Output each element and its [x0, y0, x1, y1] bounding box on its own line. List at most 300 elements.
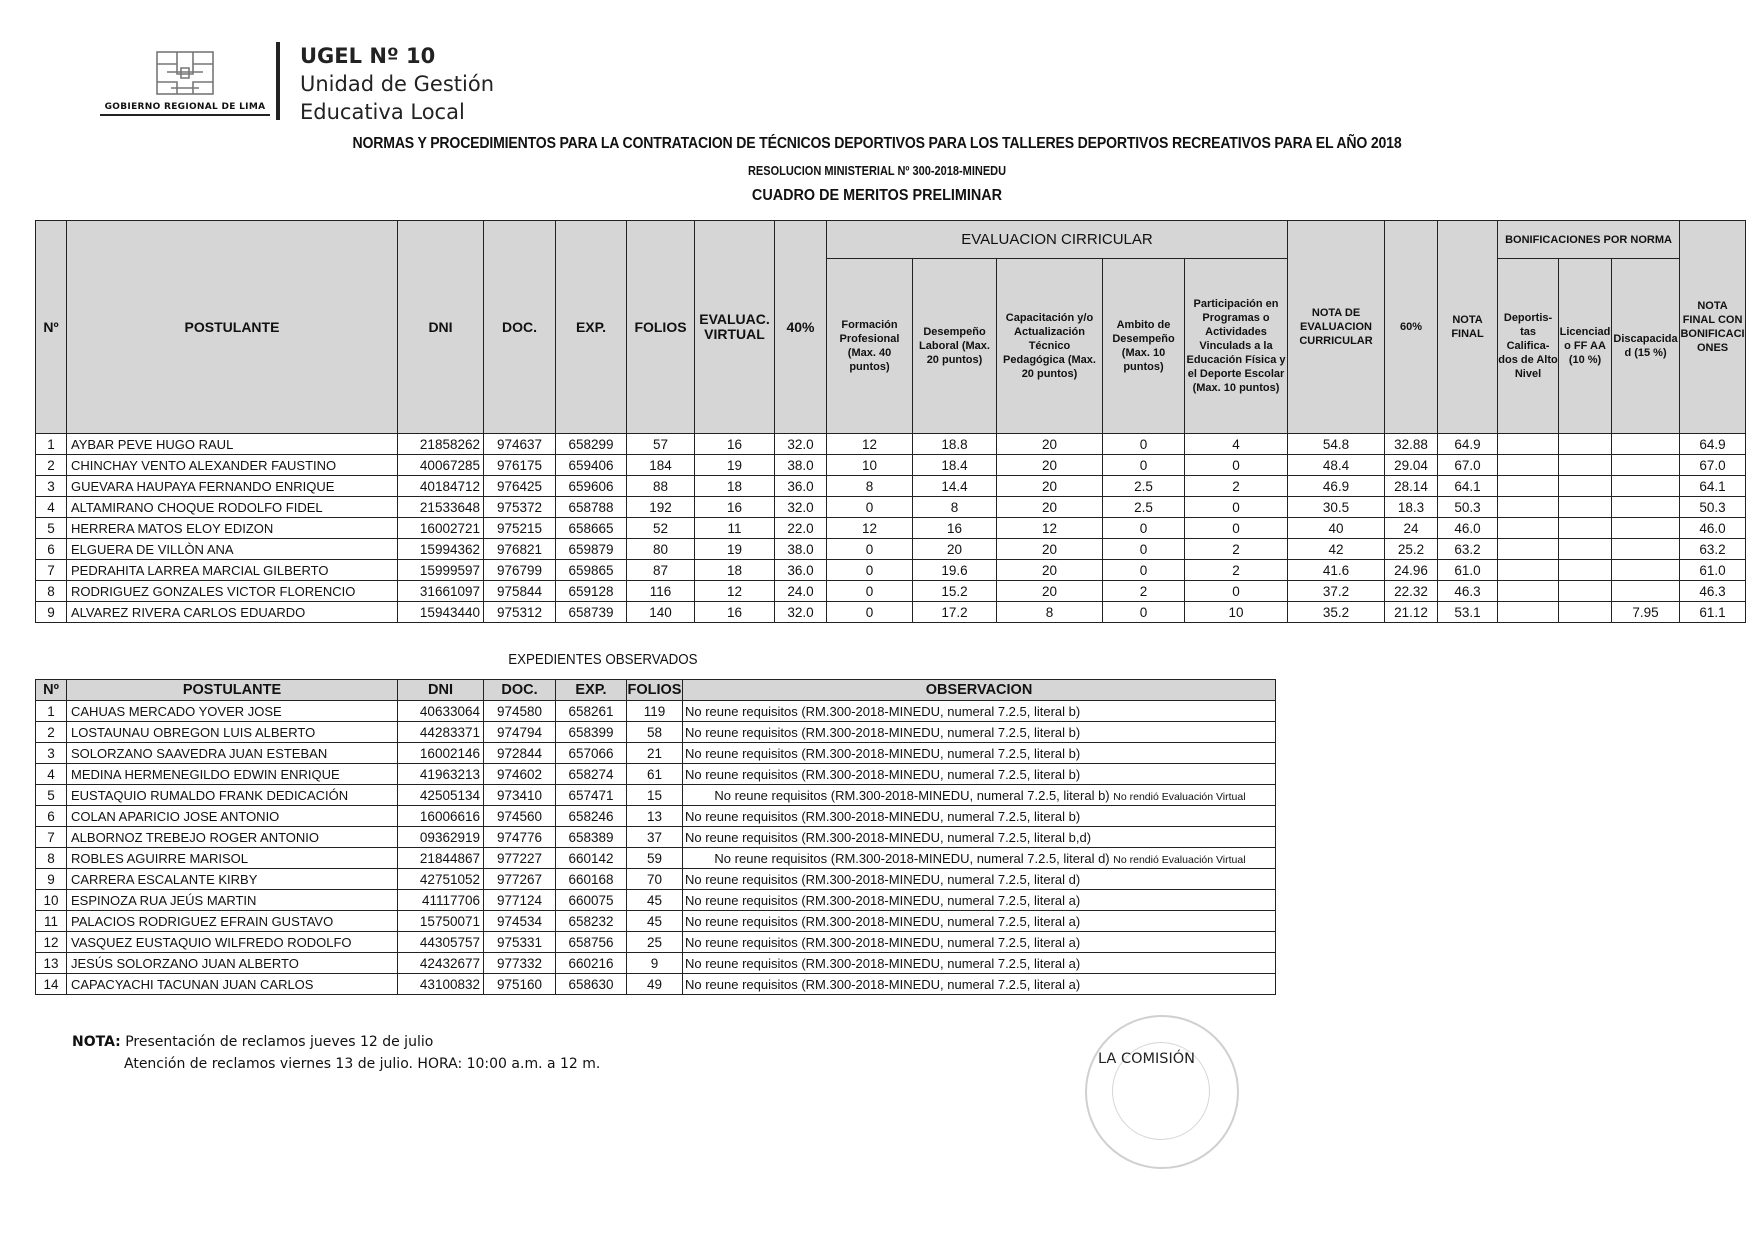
table-row [36, 785, 1276, 806]
desempeno-cell: 18.4 [913, 455, 997, 476]
observacion-text: No reune requisitos (RM.300-2018-MINEDU, numeral 7.2.5, literal a) [685, 976, 1081, 992]
observacion-cell [683, 974, 1276, 995]
dni-cell: 15943440 [398, 602, 484, 623]
score-60pct-cell: 29.04 [1385, 455, 1438, 476]
dni-cell: 15994362 [398, 539, 484, 560]
nota-final-cell: 53.1 [1438, 602, 1498, 623]
doc-cell: 973410 [484, 785, 556, 806]
evaluac-virtual-cell: 12 [695, 581, 775, 602]
col-capacitacion: Capacitación y/o Actualización Técnico Pedagógica (Max. 20 puntos) [997, 259, 1103, 434]
ambito-cell: 0 [1103, 539, 1185, 560]
obs-col-dni: DNI [398, 680, 484, 701]
nota-final-cell: 64.1 [1438, 476, 1498, 497]
row-number-cell: 1 [36, 701, 67, 722]
observacion-text: No reune requisitos (RM.300-2018-MINEDU, numeral 7.2.5, literal d) [685, 871, 1081, 887]
nota-eval-curricular-cell: 40 [1288, 518, 1385, 539]
nota-eval-curricular-cell: 54.8 [1288, 434, 1385, 455]
col-doc: DOC. [484, 221, 556, 434]
nota-final-bonif-cell: 61.1 [1680, 602, 1746, 623]
folios-cell: 80 [627, 539, 695, 560]
observacion-text: No reune requisitos (RM.300-2018-MINEDU, numeral 7.2.5, literal b) [714, 787, 1110, 803]
exp-cell: 660216 [556, 953, 627, 974]
nota-line-2: Atención de reclamos viernes 13 de julio. HORA: 10:00 a.m. a 12 m. [124, 1056, 601, 1072]
folios-cell: 9 [627, 953, 683, 974]
observacion-text: No reune requisitos (RM.300-2018-MINEDU, numeral 7.2.5, literal a) [685, 913, 1081, 929]
dni-cell: 21533648 [398, 497, 484, 518]
ambito-cell: 0 [1103, 455, 1185, 476]
row-number-cell: 6 [36, 539, 67, 560]
folios-cell: 59 [627, 848, 683, 869]
col-nota-eval-curricular: NOTA DE EVALUACION CURRICULAR [1288, 221, 1385, 434]
table-row [36, 560, 1746, 581]
formacion-cell: 12 [827, 434, 913, 455]
formacion-cell: 8 [827, 476, 913, 497]
nota-eval-curricular-cell: 37.2 [1288, 581, 1385, 602]
observacion-cell [683, 701, 1276, 722]
dni-cell: 09362919 [398, 827, 484, 848]
desempeno-cell: 8 [913, 497, 997, 518]
folios-cell: 25 [627, 932, 683, 953]
postulante-name-cell: ALVAREZ RIVERA CARLOS EDUARDO [67, 602, 398, 623]
participacion-cell: 10 [1185, 602, 1288, 623]
nota-final-bonif-cell: 50.3 [1680, 497, 1746, 518]
desempeno-cell: 20 [913, 539, 997, 560]
folios-cell: 192 [627, 497, 695, 518]
nota-final-bonif-cell: 46.3 [1680, 581, 1746, 602]
observacion-cell [683, 827, 1276, 848]
observacion-text: No reune requisitos (RM.300-2018-MINEDU, numeral 7.2.5, literal b) [685, 808, 1081, 824]
observed-title: EXPEDIENTES OBSERVADOS [508, 652, 698, 668]
ambito-cell: 2.5 [1103, 497, 1185, 518]
doc-cell: 976799 [484, 560, 556, 581]
col-evaluac-virtual: EVALUAC. VIRTUAL [695, 221, 775, 434]
col-participacion: Participación en Programas o Actividades Vinculads a la Educación Física y el Deporte Escolar (Max. 10 puntos) [1185, 259, 1288, 434]
ambito-cell: 0 [1103, 560, 1185, 581]
table-row [36, 722, 1276, 743]
col-licenciado: Licenciad o FF AA (10 %) [1559, 259, 1612, 434]
postulante-name-cell: CARRERA ESCALANTE KIRBY [67, 869, 398, 890]
bonif-deportistas-cell [1498, 560, 1559, 581]
ambito-cell: 0 [1103, 602, 1185, 623]
doc-cell: 977267 [484, 869, 556, 890]
bonif-deportistas-cell [1498, 497, 1559, 518]
bonif-discapacidad-cell [1612, 476, 1680, 497]
exp-cell: 660142 [556, 848, 627, 869]
desempeno-cell: 19.6 [913, 560, 997, 581]
postulante-name-cell: ROBLES AGUIRRE MARISOL [67, 848, 398, 869]
postulante-name-cell: HERRERA MATOS ELOY EDIZON [67, 518, 398, 539]
bonif-deportistas-cell [1498, 455, 1559, 476]
col-desempeno: Desempeño Laboral (Max. 20 puntos) [913, 259, 997, 434]
folios-cell: 61 [627, 764, 683, 785]
score-40pct-cell: 38.0 [775, 455, 827, 476]
bonif-licenciado-cell [1559, 539, 1612, 560]
exp-cell: 658299 [556, 434, 627, 455]
dni-cell: 42505134 [398, 785, 484, 806]
row-number-cell: 5 [36, 518, 67, 539]
folios-cell: 140 [627, 602, 695, 623]
col-dni: DNI [398, 221, 484, 434]
table-row [36, 743, 1276, 764]
nota-final-cell: 67.0 [1438, 455, 1498, 476]
observacion-text: No reune requisitos (RM.300-2018-MINEDU, numeral 7.2.5, literal b) [685, 766, 1081, 782]
dni-cell: 42751052 [398, 869, 484, 890]
row-number-cell: 13 [36, 953, 67, 974]
ugel-subtitle-2: Educativa Local [300, 100, 465, 124]
observacion-cell [683, 764, 1276, 785]
observacion-cell [683, 806, 1276, 827]
folios-cell: 52 [627, 518, 695, 539]
evaluac-virtual-cell: 19 [695, 455, 775, 476]
score-40pct-cell: 32.0 [775, 434, 827, 455]
exp-cell: 658630 [556, 974, 627, 995]
doc-cell: 972844 [484, 743, 556, 764]
dni-cell: 16006616 [398, 806, 484, 827]
observacion-cell [683, 869, 1276, 890]
exp-cell: 659406 [556, 455, 627, 476]
ambito-cell: 0 [1103, 434, 1185, 455]
formacion-cell: 0 [827, 581, 913, 602]
bonif-deportistas-cell [1498, 581, 1559, 602]
dni-cell: 16002721 [398, 518, 484, 539]
postulante-name-cell: GUEVARA HAUPAYA FERNANDO ENRIQUE [67, 476, 398, 497]
row-number-cell: 7 [36, 560, 67, 581]
dni-cell: 42432677 [398, 953, 484, 974]
table-row [36, 581, 1746, 602]
exp-cell: 658756 [556, 932, 627, 953]
bonif-licenciado-cell [1559, 602, 1612, 623]
participacion-cell: 4 [1185, 434, 1288, 455]
table-row [36, 764, 1276, 785]
table-row [36, 701, 1276, 722]
observacion-extra-text: No rendió Evaluación Virtual [1113, 853, 1246, 866]
col-discapacidad: Discapacida d (15 %) [1612, 259, 1680, 434]
exp-cell: 659128 [556, 581, 627, 602]
col-postulante: POSTULANTE [67, 221, 398, 434]
nota-final-bonif-cell: 64.9 [1680, 434, 1746, 455]
postulante-name-cell: LOSTAUNAU OBREGON LUIS ALBERTO [67, 722, 398, 743]
dni-cell: 43100832 [398, 974, 484, 995]
doc-cell: 976821 [484, 539, 556, 560]
formacion-cell: 0 [827, 602, 913, 623]
nota-eval-curricular-cell: 46.9 [1288, 476, 1385, 497]
col-folios: FOLIOS [627, 221, 695, 434]
doc-cell: 977124 [484, 890, 556, 911]
obs-col-doc: DOC. [484, 680, 556, 701]
dni-cell: 21858262 [398, 434, 484, 455]
bonif-licenciado-cell [1559, 560, 1612, 581]
doc-cell: 975215 [484, 518, 556, 539]
table-row [36, 869, 1276, 890]
participacion-cell: 0 [1185, 518, 1288, 539]
nota-final-cell: 63.2 [1438, 539, 1498, 560]
bonif-licenciado-cell [1559, 455, 1612, 476]
row-number-cell: 5 [36, 785, 67, 806]
capacitacion-cell: 20 [997, 434, 1103, 455]
postulante-name-cell: RODRIGUEZ GONZALES VICTOR FLORENCIO [67, 581, 398, 602]
folios-cell: 37 [627, 827, 683, 848]
bonif-discapacidad-cell [1612, 455, 1680, 476]
evaluac-virtual-cell: 16 [695, 434, 775, 455]
doc-cell: 974637 [484, 434, 556, 455]
exp-cell: 658232 [556, 911, 627, 932]
table-row [36, 434, 1746, 455]
score-60pct-cell: 21.12 [1385, 602, 1438, 623]
observed-table [35, 679, 1276, 995]
postulante-name-cell: SOLORZANO SAAVEDRA JUAN ESTEBAN [67, 743, 398, 764]
doc-cell: 974534 [484, 911, 556, 932]
score-60pct-cell: 24.96 [1385, 560, 1438, 581]
desempeno-cell: 14.4 [913, 476, 997, 497]
postulante-name-cell: PALACIOS RODRIGUEZ EFRAIN GUSTAVO [67, 911, 398, 932]
doc-cell: 974794 [484, 722, 556, 743]
bonif-deportistas-cell [1498, 518, 1559, 539]
evaluac-virtual-cell: 19 [695, 539, 775, 560]
obs-col-exp: EXP. [556, 680, 627, 701]
folios-cell: 58 [627, 722, 683, 743]
postulante-name-cell: COLAN APARICIO JOSE ANTONIO [67, 806, 398, 827]
dni-cell: 44283371 [398, 722, 484, 743]
dni-cell: 16002146 [398, 743, 484, 764]
row-number-cell: 6 [36, 806, 67, 827]
score-40pct-cell: 22.0 [775, 518, 827, 539]
observacion-text: No reune requisitos (RM.300-2018-MINEDU, numeral 7.2.5, literal d) [714, 850, 1110, 866]
obs-col-n: Nº [36, 680, 67, 701]
desempeno-cell: 16 [913, 518, 997, 539]
observacion-cell [683, 848, 1276, 869]
nota-eval-curricular-cell: 35.2 [1288, 602, 1385, 623]
observacion-extra-text: No rendió Evaluación Virtual [1113, 790, 1246, 803]
folios-cell: 88 [627, 476, 695, 497]
row-number-cell: 1 [36, 434, 67, 455]
score-40pct-cell: 24.0 [775, 581, 827, 602]
exp-cell: 658261 [556, 701, 627, 722]
row-number-cell: 7 [36, 827, 67, 848]
postulante-name-cell: AYBAR PEVE HUGO RAUL [67, 434, 398, 455]
observacion-cell [683, 722, 1276, 743]
nota-final-bonif-cell: 61.0 [1680, 560, 1746, 581]
folios-cell: 45 [627, 890, 683, 911]
row-number-cell: 8 [36, 848, 67, 869]
doc-cell: 975331 [484, 932, 556, 953]
capacitacion-cell: 20 [997, 497, 1103, 518]
postulante-name-cell: CHINCHAY VENTO ALEXANDER FAUSTINO [67, 455, 398, 476]
ugel-heading [300, 42, 494, 126]
bonif-discapacidad-cell [1612, 434, 1680, 455]
bonif-discapacidad-cell: 7.95 [1612, 602, 1680, 623]
evaluac-virtual-cell: 16 [695, 497, 775, 518]
observacion-cell [683, 785, 1276, 806]
doc-cell: 976175 [484, 455, 556, 476]
dni-cell: 31661097 [398, 581, 484, 602]
participacion-cell: 2 [1185, 476, 1288, 497]
ugel-name: UGEL Nº 10 [300, 44, 436, 68]
doc-cell: 975372 [484, 497, 556, 518]
postulante-name-cell: PEDRAHITA LARREA MARCIAL GILBERTO [67, 560, 398, 581]
observacion-text: No reune requisitos (RM.300-2018-MINEDU, numeral 7.2.5, literal a) [685, 892, 1081, 908]
logo-caption: GOBIERNO REGIONAL DE LIMA [100, 102, 270, 116]
table-row [36, 974, 1276, 995]
folios-cell: 116 [627, 581, 695, 602]
desempeno-cell: 17.2 [913, 602, 997, 623]
folios-cell: 57 [627, 434, 695, 455]
ambito-cell: 2.5 [1103, 476, 1185, 497]
nota-eval-curricular-cell: 48.4 [1288, 455, 1385, 476]
footer-note [72, 1031, 600, 1075]
exp-cell: 658399 [556, 722, 627, 743]
doc-cell: 974776 [484, 827, 556, 848]
row-number-cell: 14 [36, 974, 67, 995]
table-row [36, 890, 1276, 911]
evaluac-virtual-cell: 16 [695, 602, 775, 623]
dni-cell: 41117706 [398, 890, 484, 911]
postulante-name-cell: CAHUAS MERCADO YOVER JOSE [67, 701, 398, 722]
capacitacion-cell: 20 [997, 455, 1103, 476]
nota-label: NOTA: [72, 1034, 121, 1050]
observacion-text: No reune requisitos (RM.300-2018-MINEDU, numeral 7.2.5, literal a) [685, 955, 1081, 971]
col-ambito: Ambito de Desempeño (Max. 10 puntos) [1103, 259, 1185, 434]
row-number-cell: 3 [36, 743, 67, 764]
score-60pct-cell: 32.88 [1385, 434, 1438, 455]
bonif-deportistas-cell [1498, 539, 1559, 560]
dni-cell: 21844867 [398, 848, 484, 869]
observacion-text: No reune requisitos (RM.300-2018-MINEDU, numeral 7.2.5, literal b,d) [685, 829, 1092, 845]
group-bonificaciones: BONIFICACIONES POR NORMA [1498, 221, 1680, 259]
obs-col-postulante: POSTULANTE [67, 680, 398, 701]
header-divider [276, 42, 280, 120]
resolution-reference: RESOLUCION MINISTERIAL Nº 300-2018-MINEDU [747, 164, 1007, 178]
nota-eval-curricular-cell: 42 [1288, 539, 1385, 560]
folios-cell: 49 [627, 974, 683, 995]
table-row [36, 455, 1746, 476]
capacitacion-cell: 20 [997, 476, 1103, 497]
postulante-name-cell: ESPINOZA RUA JEÚS MARTIN [67, 890, 398, 911]
col-nota-final-bonif: NOTA FINAL CON BONIFICACI ONES [1680, 221, 1746, 434]
score-60pct-cell: 18.3 [1385, 497, 1438, 518]
nota-line-1: Presentación de reclamos jueves 12 de julio [125, 1034, 434, 1050]
folios-cell: 21 [627, 743, 683, 764]
logo-emblem-icon [153, 48, 217, 98]
nota-eval-curricular-cell: 41.6 [1288, 560, 1385, 581]
dni-cell: 15750071 [398, 911, 484, 932]
formacion-cell: 10 [827, 455, 913, 476]
evaluac-virtual-cell: 18 [695, 476, 775, 497]
ambito-cell: 2 [1103, 581, 1185, 602]
score-40pct-cell: 36.0 [775, 476, 827, 497]
capacitacion-cell: 12 [997, 518, 1103, 539]
nota-final-cell: 61.0 [1438, 560, 1498, 581]
score-40pct-cell: 38.0 [775, 539, 827, 560]
bonif-deportistas-cell [1498, 434, 1559, 455]
evaluac-virtual-cell: 11 [695, 518, 775, 539]
table-row [36, 827, 1276, 848]
exp-cell: 657066 [556, 743, 627, 764]
postulante-name-cell: ELGUERA DE VILLÒN ANA [67, 539, 398, 560]
nota-final-cell: 46.0 [1438, 518, 1498, 539]
score-40pct-cell: 32.0 [775, 497, 827, 518]
col-exp: EXP. [556, 221, 627, 434]
table-row [36, 497, 1746, 518]
table-row [36, 539, 1746, 560]
col-60pct: 60% [1385, 221, 1438, 434]
doc-cell: 975160 [484, 974, 556, 995]
capacitacion-cell: 20 [997, 560, 1103, 581]
exp-cell: 660075 [556, 890, 627, 911]
postulante-name-cell: ALBORNOZ TREBEJO ROGER ANTONIO [67, 827, 398, 848]
evaluac-virtual-cell: 18 [695, 560, 775, 581]
nota-final-cell: 50.3 [1438, 497, 1498, 518]
observacion-text: No reune requisitos (RM.300-2018-MINEDU, numeral 7.2.5, literal b) [685, 724, 1081, 740]
folios-cell: 184 [627, 455, 695, 476]
table-row [36, 476, 1746, 497]
score-60pct-cell: 28.14 [1385, 476, 1438, 497]
row-number-cell: 8 [36, 581, 67, 602]
ambito-cell: 0 [1103, 518, 1185, 539]
postulante-name-cell: CAPACYACHI TACUNAN JUAN CARLOS [67, 974, 398, 995]
observacion-cell [683, 743, 1276, 764]
bonif-discapacidad-cell [1612, 581, 1680, 602]
doc-cell: 977332 [484, 953, 556, 974]
table-row [36, 602, 1746, 623]
observacion-cell [683, 953, 1276, 974]
doc-cell: 974560 [484, 806, 556, 827]
nota-final-bonif-cell: 63.2 [1680, 539, 1746, 560]
doc-cell: 976425 [484, 476, 556, 497]
folios-cell: 13 [627, 806, 683, 827]
participacion-cell: 0 [1185, 497, 1288, 518]
exp-cell: 658246 [556, 806, 627, 827]
bonif-licenciado-cell [1559, 497, 1612, 518]
participacion-cell: 0 [1185, 581, 1288, 602]
postulante-name-cell: MEDINA HERMENEGILDO EDWIN ENRIQUE [67, 764, 398, 785]
row-number-cell: 12 [36, 932, 67, 953]
desempeno-cell: 18.8 [913, 434, 997, 455]
obs-col-folios: FOLIOS [627, 680, 683, 701]
col-n: Nº [36, 221, 67, 434]
row-number-cell: 4 [36, 497, 67, 518]
doc-cell: 975312 [484, 602, 556, 623]
bonif-discapacidad-cell [1612, 497, 1680, 518]
folios-cell: 45 [627, 911, 683, 932]
gobierno-regional-logo [100, 48, 270, 118]
dni-cell: 15999597 [398, 560, 484, 581]
bonif-deportistas-cell [1498, 476, 1559, 497]
score-60pct-cell: 22.32 [1385, 581, 1438, 602]
col-40pct: 40% [775, 221, 827, 434]
capacitacion-cell: 8 [997, 602, 1103, 623]
exp-cell: 657471 [556, 785, 627, 806]
row-number-cell: 11 [36, 911, 67, 932]
exp-cell: 658665 [556, 518, 627, 539]
bonif-discapacidad-cell [1612, 518, 1680, 539]
table-title: CUADRO DE MERITOS PRELIMINAR [751, 187, 1003, 204]
participacion-cell: 0 [1185, 455, 1288, 476]
bonif-licenciado-cell [1559, 581, 1612, 602]
dni-cell: 41963213 [398, 764, 484, 785]
col-formacion: Formación Profesional (Max. 40 puntos) [827, 259, 913, 434]
postulante-name-cell: VASQUEZ EUSTAQUIO WILFREDO RODOLFO [67, 932, 398, 953]
observacion-text: No reune requisitos (RM.300-2018-MINEDU, numeral 7.2.5, literal b) [685, 745, 1081, 761]
obs-col-observacion: OBSERVACION [683, 680, 1276, 701]
formacion-cell: 12 [827, 518, 913, 539]
participacion-cell: 2 [1185, 560, 1288, 581]
folios-cell: 119 [627, 701, 683, 722]
formacion-cell: 0 [827, 497, 913, 518]
postulante-name-cell: EUSTAQUIO RUMALDO FRANK DEDICACIÓN [67, 785, 398, 806]
observacion-cell [683, 911, 1276, 932]
exp-cell: 658274 [556, 764, 627, 785]
participacion-cell: 2 [1185, 539, 1288, 560]
